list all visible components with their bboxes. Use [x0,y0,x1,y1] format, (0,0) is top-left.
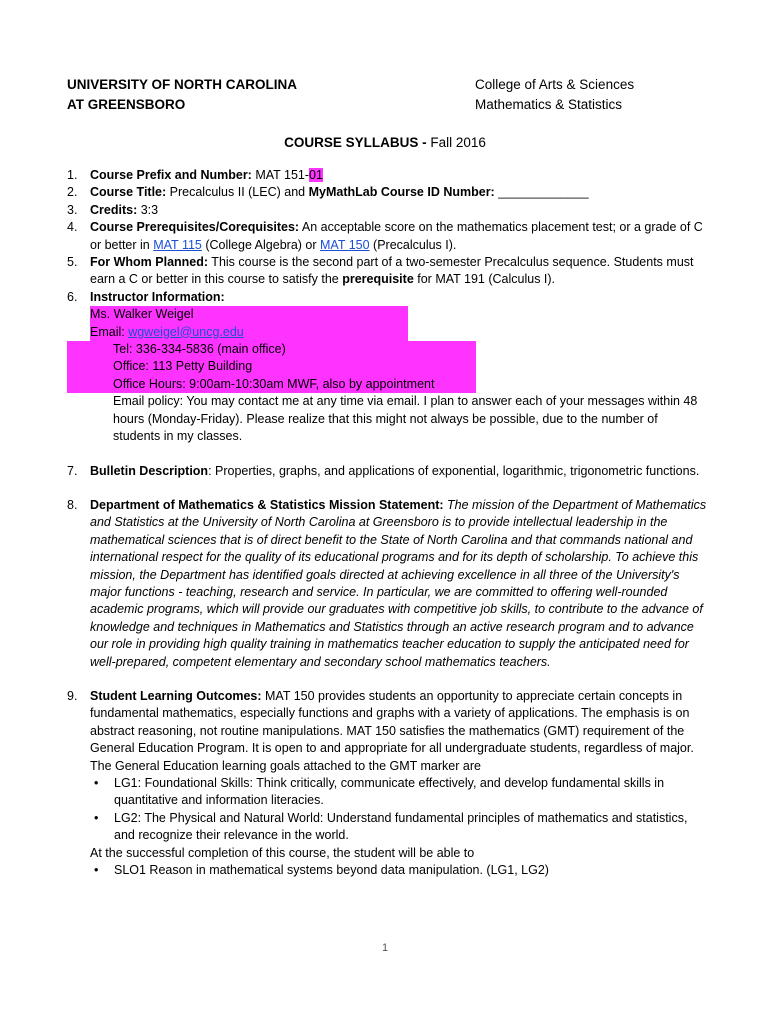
college-line-2: Mathematics & Statistics [475,97,623,112]
item-learning-outcomes: 9. Student Learning Outcomes: MAT 150 provides students an opportunity to appreciate certain concepts in fundamental mathematics, especially functions and graphs with a variety of applications. The emphasis is on abstract reasoning, not routine manipulations. MAT 150 satisfies the mathematics (GMT) requirement of the General Education Program. It is open to and appropriate for all undergraduate students, regardless of major. [67,688,694,756]
slo-intro: At the successful completion of this course, the student will be able to [90,845,475,860]
mat-150-link[interactable]: MAT 150 [320,237,370,252]
item-course-prefix: 1. Course Prefix and Number: MAT 151-01 [67,168,323,182]
university-line-1: UNIVERSITY OF NORTH CAROLINA [67,77,298,92]
instructor-email-line: Email: wgweigel@uncg.edu [90,324,408,341]
list-item: • SLO1 Reason in mathematical systems beyond data manipulation. (LG1, LG2) [67,862,707,879]
list-item: • LG2: The Physical and Natural World: Understand fundamental principles of mathematics and statistics, and recognize their relevance in the world. [94,810,688,843]
instructor-tel: Tel: 336-334-5836 (main office) [67,341,476,358]
syllabus-list [67,167,707,879]
university-line-2: AT GREENSBORO [67,97,186,112]
title-main: COURSE SYLLABUS - [284,135,427,150]
bullet-icon: • [94,863,99,878]
email-policy: Email policy: You may contact me at any time via email. I plan to answer each of your messages within 48 hours (Monday-Friday). Please realize that this might not always be possible, due to the number of students in my classes. [113,394,698,444]
gen-ed-goals-intro: The General Education learning goals attached to the GMT marker are [90,758,481,773]
title-term: Fall 2016 [426,135,486,150]
section-highlight: 01 [309,168,323,182]
instructor-email-link[interactable]: wgweigel@uncg.edu [128,324,244,339]
college-header [475,75,634,115]
instructor-name: Ms. Walker Weigel [90,306,408,323]
university-header [67,75,297,115]
list-item: • LG1: Foundational Skills: Think critically, communicate effectively, and develop fundamental skills in quantitative and information literacies. [94,776,665,808]
page-title [0,133,770,153]
item-for-whom-planned: 5. For Whom Planned: This course is the second part of a two-semester Precalculus sequence. Students must earn a C or better in this course to satisfy the prerequisite for MAT 191 (Calculus I). [67,255,694,287]
bullet-icon: • [94,776,99,790]
item-instructor-info: 6. Instructor Information: [67,289,225,304]
item-prerequisites: 4. Course Prerequisites/Corequisites: An acceptable score on the mathematics placement test; or a grade of C or better in MAT 115 (College Algebra) or MAT 150 (Precalculus I). [67,220,703,252]
item-course-title: 2. Course Title: Precalculus II (LEC) and MyMathLab Course ID Number: _____________ [67,185,589,200]
bullet-icon: • [94,810,99,825]
item-mission-statement: 8. Department of Mathematics & Statistics Mission Statement: The mission of the Department of Mathematics and Statistics at the University of North Carolina at Greensboro is to provide intellectual leadership in the mathematical sciences that is of direct benefit to the State of North Carolina and that commands national and international respect for the quality of its educational programs and for its depth of scholarship. To achieve this mission, the Department has identified goals directed at achieving excellence in all three of the University's major functions - teaching, research and service. In particular, we are committed to offering well-rounded academic programs, which will provide our graduates with competitive job skills, to contribute to the advance of knowledge and techniques in Mathematics and Statistics through an active research program and to advance our role in providing high quality training in mathematics teacher education to supply the anticipated need for well-prepared, competent elementary and secondary school mathematics teachers. [67,497,707,669]
college-line-1: College of Arts & Sciences [475,77,635,92]
item-bulletin-description: 7. Bulletin Description: Properties, graphs, and applications of exponential, logarithmic, trigonometric functions. [67,463,700,478]
page-number: 1 [381,942,389,954]
instructor-contact-block [67,306,707,445]
item-credits: 3. Credits: 3:3 [67,202,159,217]
instructor-office: Office: 113 Petty Building [67,358,476,375]
mat-115-link[interactable]: MAT 115 [153,237,202,252]
instructor-office-hours: Office Hours: 9:00am-10:30am MWF, also by appointment [67,376,476,393]
